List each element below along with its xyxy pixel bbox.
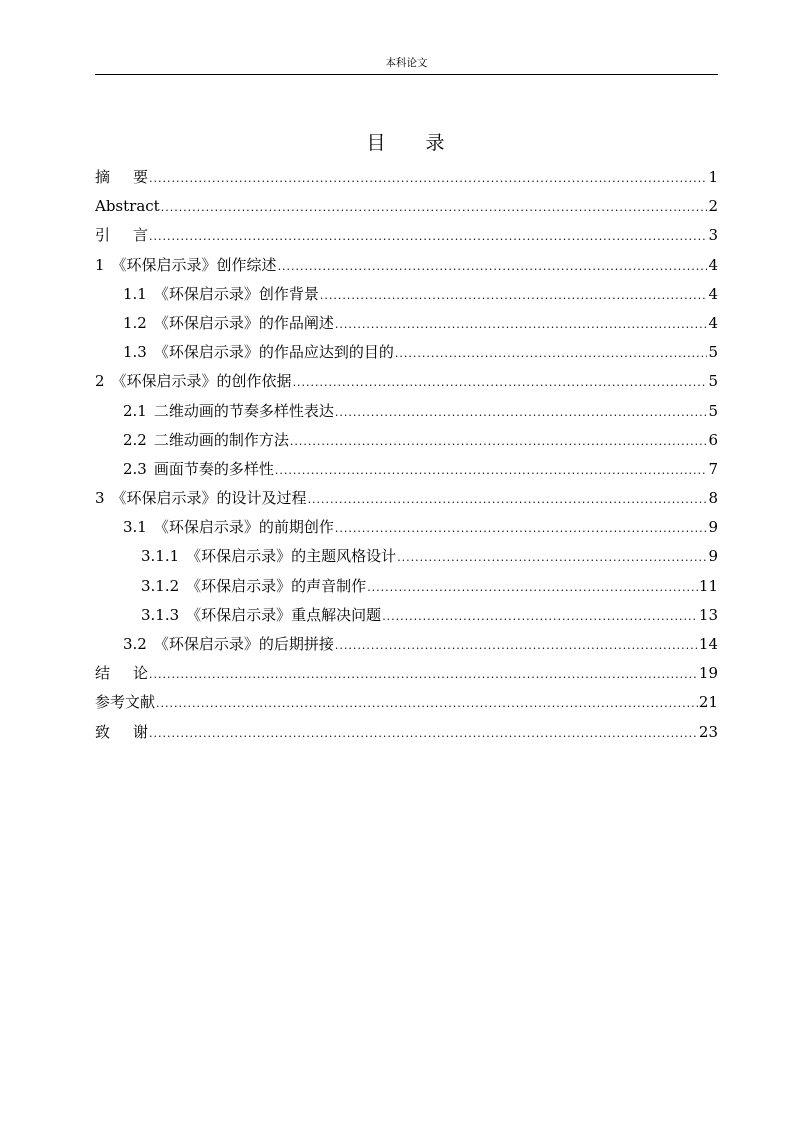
- toc-dot-leader: [278, 252, 708, 281]
- toc-entry-text: 引言: [95, 226, 149, 245]
- toc-entry-page: 3: [708, 226, 718, 245]
- toc-entry-label: [95, 367, 292, 396]
- toc-entry-text: 《环保启示录》的创作依据: [111, 372, 292, 391]
- toc-entry-page: 21: [698, 693, 718, 712]
- toc-entry-label: [123, 513, 334, 542]
- toc-entry-page: 7: [708, 459, 718, 478]
- toc-entry[interactable]: [95, 718, 718, 747]
- toc-entry[interactable]: [95, 338, 718, 367]
- toc-dot-leader: [156, 689, 698, 718]
- toc-entry-label: [95, 484, 307, 513]
- toc-entry-label: [95, 659, 148, 688]
- toc-entry[interactable]: [95, 309, 718, 338]
- toc-entry-text: 二维动画的制作方法: [153, 430, 289, 449]
- header-title: 本科论文: [385, 57, 428, 69]
- toc-dot-leader: [382, 602, 698, 631]
- toc-dot-leader: [149, 222, 707, 251]
- toc-entry[interactable]: [95, 513, 718, 542]
- toc-entry-label: [123, 397, 334, 426]
- toc-entry-page: 1: [708, 168, 718, 186]
- toc-entry-label: [123, 280, 319, 309]
- toc-dot-leader: [149, 719, 698, 748]
- toc-entry-page: 4: [708, 313, 718, 332]
- toc-entry-number: 1.1: [123, 284, 147, 303]
- toc-dot-leader: [308, 485, 708, 514]
- toc-entry-text: 《环保启示录》的后期拼接: [153, 635, 334, 653]
- toc-entry-number: 2.2: [123, 430, 147, 449]
- toc-entry-label: [95, 221, 148, 250]
- toc-entry-number: 1: [95, 255, 105, 274]
- toc-entry-text: 《环保启示录》创作背景: [153, 284, 319, 303]
- toc-entry[interactable]: [95, 192, 718, 221]
- toc-entry-text: 摘要: [95, 168, 149, 186]
- toc-entry-page: 5: [708, 401, 718, 420]
- toc-entry-text: 《环保启示录》创作综述: [111, 255, 277, 274]
- toc-entry-number: 3.1.2: [141, 576, 180, 595]
- toc-dot-leader: [149, 660, 698, 689]
- toc-entry-page: 14: [698, 635, 718, 653]
- toc-entry-page: 4: [708, 255, 718, 274]
- toc-entry-number: 2.1: [123, 401, 147, 420]
- toc-entry-label: [95, 718, 148, 747]
- toc-entry-number: 2: [95, 372, 105, 391]
- toc-entry-label: [123, 455, 274, 484]
- toc-entry-page: 9: [708, 547, 718, 566]
- toc-entry-page: 19: [698, 664, 718, 683]
- toc-entry[interactable]: [95, 221, 718, 250]
- toc-title: [95, 130, 718, 156]
- toc-entry-number: 3.1.3: [141, 605, 180, 624]
- page-header: [95, 56, 718, 75]
- toc-entry-text: 《环保启示录》的主题风格设计: [186, 547, 397, 566]
- toc-entry[interactable]: [95, 455, 718, 484]
- toc-title-right: 录: [425, 132, 447, 154]
- toc-entry-label: [123, 338, 394, 367]
- toc-entry-page: 6: [708, 430, 718, 449]
- toc-entry-number: 3: [95, 489, 105, 508]
- toc-title-left: 目: [366, 132, 388, 154]
- toc-entry-label: [95, 688, 155, 717]
- toc-entry[interactable]: [95, 163, 718, 192]
- toc-dot-leader: [335, 514, 708, 543]
- toc-entry-label: [123, 426, 289, 455]
- toc-entry-page: 23: [698, 722, 718, 741]
- toc-entry-page: 13: [698, 605, 718, 624]
- toc-entry-label: [123, 630, 334, 659]
- toc-entry-page: 8: [708, 489, 718, 508]
- toc-entry-number: 1.2: [123, 313, 147, 332]
- toc-dot-leader: [320, 281, 708, 310]
- toc-entry[interactable]: [95, 367, 718, 396]
- toc-entry-label: [123, 309, 334, 338]
- toc-dot-leader: [335, 398, 708, 427]
- toc-dot-leader: [397, 543, 707, 572]
- toc-entry[interactable]: [95, 397, 718, 426]
- toc-entry[interactable]: [95, 280, 718, 309]
- toc-entry-text: 结论: [95, 664, 149, 683]
- toc-entry-text: 《环保启示录》的作品阐述: [153, 313, 334, 332]
- toc-entry[interactable]: [95, 426, 718, 455]
- toc-entry-number: 2.3: [123, 459, 147, 478]
- toc-dot-leader: [335, 631, 698, 660]
- toc-dot-leader: [275, 456, 708, 485]
- toc-entry-page: 11: [698, 576, 718, 595]
- toc-entry-number: 3.2: [123, 635, 147, 653]
- toc-dot-leader: [335, 310, 708, 339]
- toc-dot-leader: [395, 339, 708, 368]
- table-of-contents: [95, 163, 718, 747]
- toc-entry[interactable]: [95, 630, 718, 659]
- toc-entry-label: [95, 192, 160, 221]
- toc-entry-page: 2: [708, 197, 718, 216]
- toc-entry-number: 1.3: [123, 343, 147, 362]
- toc-dot-leader: [161, 193, 708, 222]
- toc-entry-text: 《环保启示录》的作品应达到的目的: [153, 343, 394, 362]
- toc-entry-text: 《环保启示录》的声音制作: [186, 576, 367, 595]
- toc-dot-leader: [149, 164, 707, 193]
- toc-entry-page: 5: [708, 372, 718, 391]
- toc-entry-text: 画面节奏的多样性: [153, 459, 274, 478]
- toc-entry-text: Abstract: [95, 197, 160, 216]
- toc-entry-label: [141, 572, 366, 601]
- toc-entry-page: 4: [708, 284, 718, 303]
- toc-entry[interactable]: [95, 542, 718, 571]
- toc-entry-text: 《环保启示录》重点解决问题: [186, 605, 382, 624]
- toc-entry-label: [141, 542, 396, 571]
- toc-entry-label: [141, 601, 381, 630]
- toc-entry-text: 参考文献: [95, 693, 156, 712]
- toc-entry-text: 《环保启示录》的前期创作: [153, 518, 334, 537]
- toc-dot-leader: [367, 573, 698, 602]
- toc-entry-label: [95, 251, 277, 280]
- toc-entry-number: 3.1.1: [141, 547, 180, 566]
- toc-dot-leader: [290, 427, 708, 456]
- toc-entry[interactable]: [95, 659, 718, 688]
- toc-entry-page: 5: [708, 343, 718, 362]
- toc-entry[interactable]: [95, 601, 718, 630]
- toc-entry-text: 致谢: [95, 722, 149, 741]
- toc-entry-text: 《环保启示录》的设计及过程: [111, 489, 307, 508]
- toc-entry-label: [95, 163, 148, 192]
- toc-entry[interactable]: [95, 484, 718, 513]
- toc-entry[interactable]: [95, 688, 718, 717]
- toc-entry-number: 3.1: [123, 518, 147, 537]
- toc-dot-leader: [293, 368, 708, 397]
- toc-entry-page: 9: [708, 518, 718, 537]
- toc-entry[interactable]: [95, 251, 718, 280]
- toc-entry[interactable]: [95, 572, 718, 601]
- toc-entry-text: 二维动画的节奏多样性表达: [153, 401, 334, 420]
